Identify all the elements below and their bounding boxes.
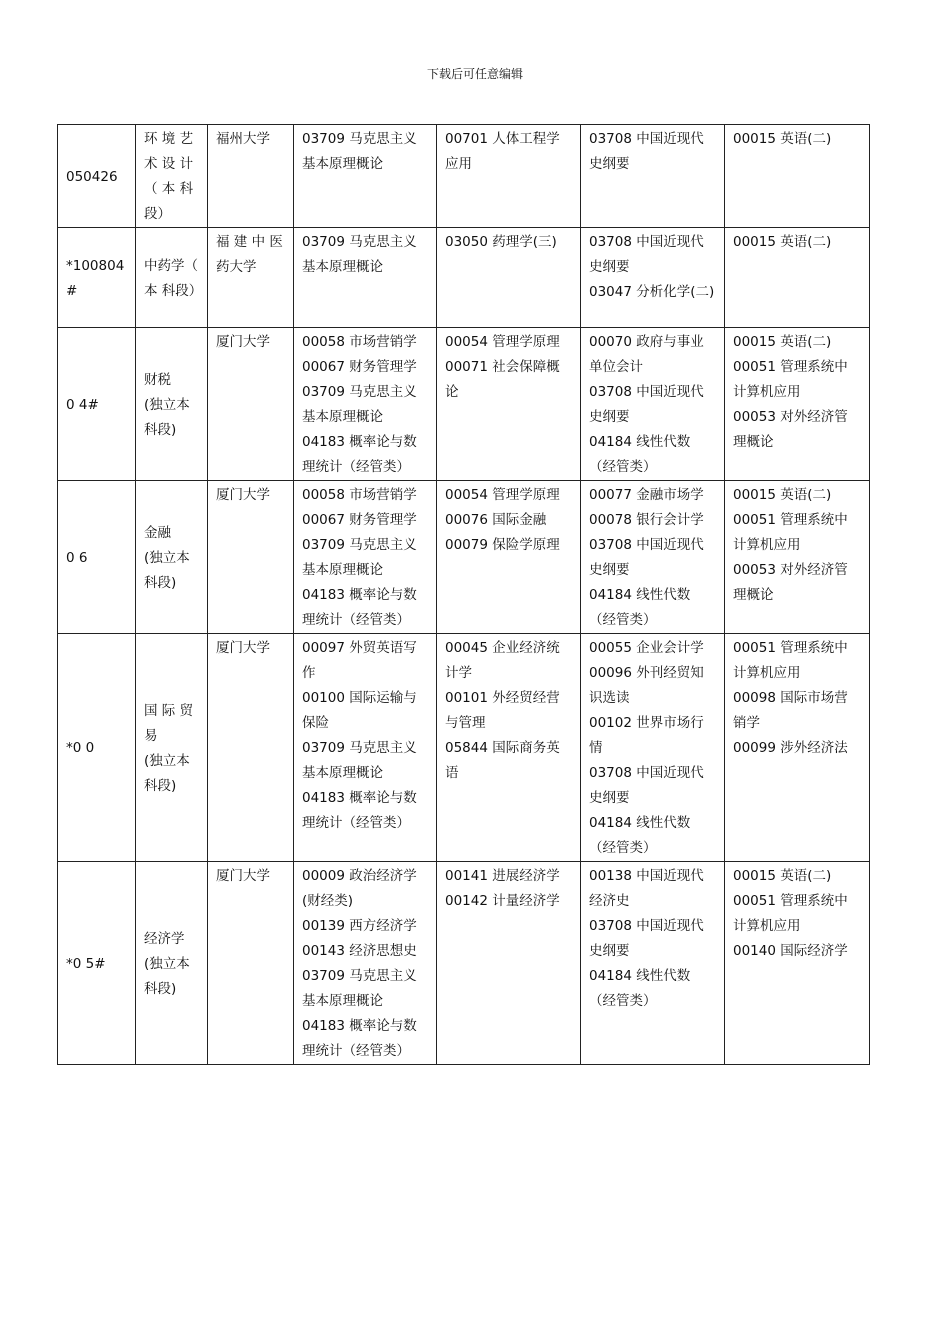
course-line: (独立本科段) (144, 549, 190, 591)
course-line: 00143 经济思想史 (302, 943, 417, 959)
course-line: 00053 对外经济管理概论 (733, 409, 848, 450)
course-line: 00099 涉外经济法 (733, 740, 848, 756)
course-line: 00054 管理学原理 (445, 334, 560, 350)
course-cell-4 (725, 862, 870, 1065)
course-line: 00098 国际市场营销学 (733, 690, 848, 731)
course-line: 00009 政治经济学(财经类) (302, 868, 417, 909)
course-line: 00070 政府与事业单位会计 (589, 334, 704, 375)
major-code-cell: *100804# (58, 228, 136, 328)
course-line: 00140 国际经济学 (733, 943, 848, 959)
course-line: 中药学（ 本 科段） (144, 257, 203, 299)
table-row (58, 228, 870, 328)
course-line: 00051 管理系统中计算机应用 (733, 893, 848, 934)
course-cell-4 (725, 481, 870, 634)
school-cell (208, 862, 294, 1065)
course-line: 04183 概率论与数理统计（经管类） (302, 1018, 417, 1059)
page-header: 下载后可任意编辑 (426, 67, 523, 81)
course-cell-2 (437, 481, 581, 634)
major-name-cell (136, 481, 208, 634)
course-cell-3 (581, 328, 725, 481)
school-cell (208, 481, 294, 634)
course-line: 00015 英语(二) (733, 487, 832, 503)
school-cell (208, 228, 294, 328)
course-cell-1 (294, 481, 437, 634)
major-name-cell (136, 328, 208, 481)
course-cell-1 (294, 634, 437, 862)
course-line: (独立本科段) (144, 955, 190, 997)
course-line: 00078 银行会计学 (589, 512, 704, 528)
course-line: 00051 管理系统中计算机应用 (733, 359, 848, 400)
course-cell-2 (437, 228, 581, 328)
course-cell-1 (294, 862, 437, 1065)
course-line: 00054 管理学原理 (445, 487, 560, 503)
course-line: 00701 人体工程学应用 (445, 131, 560, 172)
course-line: 00053 对外经济管理概论 (733, 562, 848, 603)
course-line: 04183 概率论与数理统计（经管类） (302, 587, 417, 628)
course-cell-3 (581, 228, 725, 328)
course-line: 03709 马克思主义基本原理概论 (302, 740, 417, 781)
course-line: 00097 外贸英语写作 (302, 640, 417, 681)
course-line: 03709 马克思主义基本原理概论 (302, 234, 417, 275)
course-line: 经济学 (144, 930, 185, 947)
course-line: 00077 金融市场学 (589, 487, 704, 503)
course-line: 00102 世界市场行情 (589, 715, 704, 756)
course-line: 00076 国际金融 (445, 512, 547, 528)
course-line: 00096 外刊经贸知识选读 (589, 665, 704, 706)
school-cell (208, 634, 294, 862)
major-name-cell (136, 125, 208, 228)
course-line: 福 建 中 医 药大学 (216, 234, 288, 275)
course-line: 05844 国际商务英语 (445, 740, 560, 781)
course-line: 00015 英语(二) (733, 868, 832, 884)
course-line: 03708 中国近现代史纲要 (589, 765, 704, 806)
course-line: 03047 分析化学(二) (589, 284, 715, 300)
course-line: 04183 概率论与数理统计（经管类） (302, 790, 417, 831)
course-cell-2 (437, 125, 581, 228)
major-code-cell: *0 0 (58, 634, 136, 862)
course-cell-4 (725, 634, 870, 862)
course-line: 00141 进展经济学 (445, 868, 560, 884)
course-line: 00071 社会保障概论 (445, 359, 560, 400)
course-line: 金融 (144, 524, 171, 541)
course-line: 04184 线性代数（经管类） (589, 587, 691, 628)
course-line: 00058 市场营销学 (302, 334, 417, 350)
course-line: 00067 财务管理学 (302, 359, 417, 375)
school-cell (208, 125, 294, 228)
course-line: 03708 中国近现代史纲要 (589, 234, 704, 275)
course-cell-4 (725, 228, 870, 328)
course-line: 00142 计量经济学 (445, 893, 560, 909)
course-line: 03709 马克思主义基本原理概论 (302, 968, 417, 1009)
table-row (58, 481, 870, 634)
course-cell-4 (725, 328, 870, 481)
course-cell-3 (581, 125, 725, 228)
course-line: (独立本科段) (144, 396, 190, 438)
course-line: 04184 线性代数（经管类） (589, 815, 691, 856)
course-cell-3 (581, 862, 725, 1065)
major-name-cell (136, 228, 208, 328)
course-line: 财税 (144, 371, 171, 388)
course-cell-1 (294, 228, 437, 328)
course-line: 00051 管理系统中计算机应用 (733, 640, 848, 681)
course-line: 00055 企业会计学 (589, 640, 704, 656)
course-line: 厦门大学 (216, 334, 270, 350)
course-line: 03709 马克思主义基本原理概论 (302, 537, 417, 578)
course-line: 00051 管理系统中计算机应用 (733, 512, 848, 553)
course-cell-2 (437, 862, 581, 1065)
course-cell-1 (294, 328, 437, 481)
course-line: 00015 英语(二) (733, 334, 832, 350)
course-line: 04183 概率论与数理统计（经管类） (302, 434, 417, 475)
course-line: 03050 药理学(三) (445, 234, 557, 250)
course-line: 04184 线性代数（经管类） (589, 968, 691, 1009)
course-cell-1 (294, 125, 437, 228)
course-line: 厦门大学 (216, 487, 270, 503)
course-line: 00015 英语(二) (733, 131, 832, 147)
table-body (58, 125, 870, 1065)
major-name-cell (136, 862, 208, 1065)
school-cell (208, 328, 294, 481)
major-code-cell: 050426 (58, 125, 136, 228)
course-line: 00058 市场营销学 (302, 487, 417, 503)
course-line: 福州大学 (216, 131, 270, 147)
course-line: 00100 国际运输与保险 (302, 690, 417, 731)
exam-course-table (57, 124, 870, 1065)
course-line: 00079 保险学原理 (445, 537, 560, 553)
course-line: 厦门大学 (216, 640, 270, 656)
course-line: 04184 线性代数（经管类） (589, 434, 691, 475)
major-code-cell: *0 5# (58, 862, 136, 1065)
major-name-cell (136, 634, 208, 862)
course-cell-4 (725, 125, 870, 228)
major-code-cell: 0 6 (58, 481, 136, 634)
course-line: 03708 中国近现代史纲要 (589, 131, 704, 172)
table-row (58, 862, 870, 1065)
course-line: 00015 英语(二) (733, 234, 832, 250)
course-cell-2 (437, 634, 581, 862)
table-row (58, 125, 870, 228)
course-line: 03708 中国近现代史纲要 (589, 384, 704, 425)
course-line: 00045 企业经济统计学 (445, 640, 560, 681)
course-line: 03709 马克思主义基本原理概论 (302, 384, 417, 425)
course-line: (独立本科段) (144, 752, 190, 794)
course-line: 03709 马克思主义基本原理概论 (302, 131, 417, 172)
course-cell-3 (581, 634, 725, 862)
course-line: 00138 中国近现代经济史 (589, 868, 704, 909)
table-row (58, 328, 870, 481)
course-line: 00101 外经贸经营与管理 (445, 690, 560, 731)
course-cell-3 (581, 481, 725, 634)
course-line: 国 际 贸 易 (144, 702, 198, 744)
course-line: 00139 西方经济学 (302, 918, 417, 934)
course-line: 00067 财务管理学 (302, 512, 417, 528)
table-row (58, 634, 870, 862)
major-code-cell: 0 4# (58, 328, 136, 481)
course-cell-2 (437, 328, 581, 481)
course-line: 环 境 艺 术 设 计（ 本 科段） (144, 131, 198, 222)
course-line: 厦门大学 (216, 868, 270, 884)
course-line: 03708 中国近现代史纲要 (589, 918, 704, 959)
course-line: 03708 中国近现代史纲要 (589, 537, 704, 578)
